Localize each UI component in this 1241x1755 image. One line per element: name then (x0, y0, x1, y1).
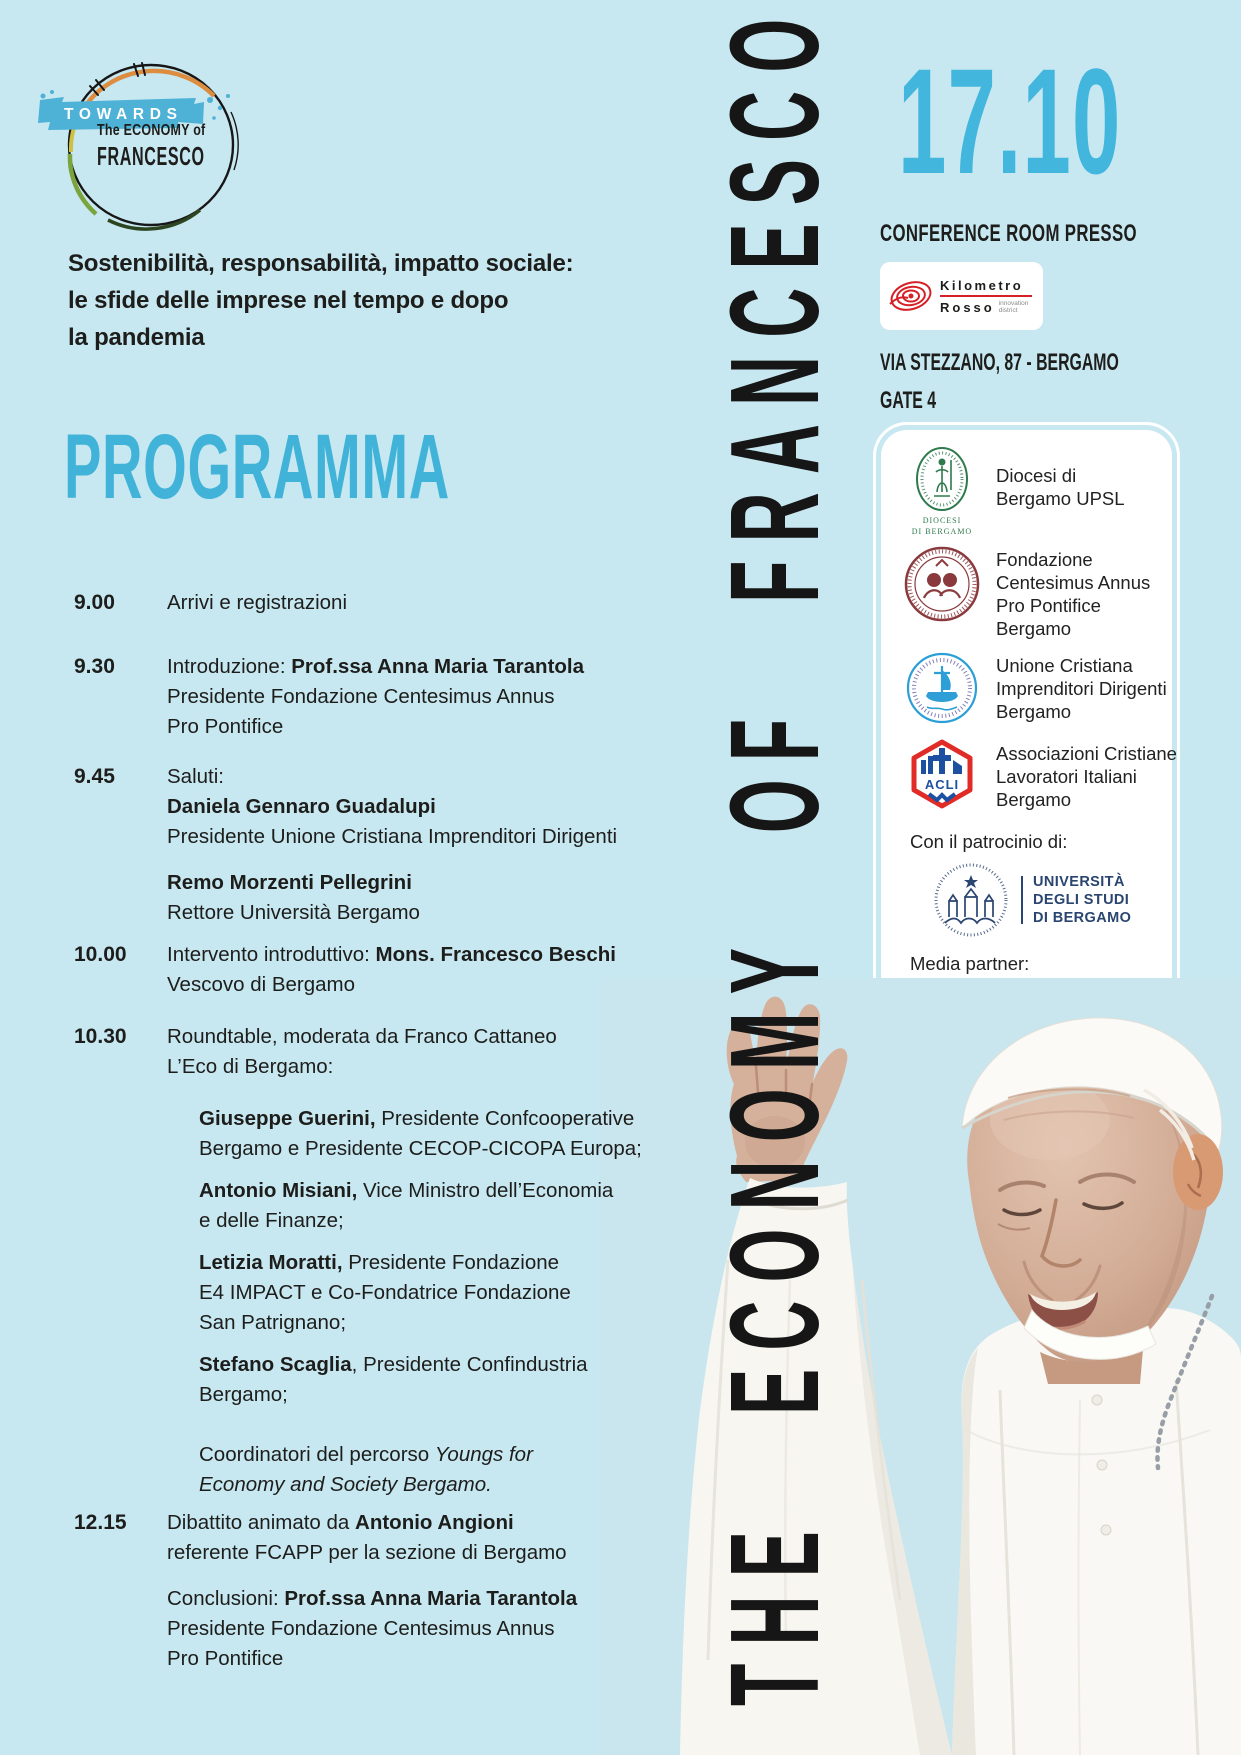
schedule-row (74, 1508, 674, 1674)
unione-cristiana-seal-logo (904, 650, 980, 726)
partner-ucid (901, 650, 1167, 726)
schedule-rows (74, 588, 674, 1674)
centesimus-annus-seal-logo (902, 544, 982, 624)
partner-name: Fondazione Centesimus Annus Pro Pontifice Bergamo (996, 549, 1151, 639)
brand-line2: FRANCESCO (97, 141, 205, 171)
address-line2: GATE 4 (880, 387, 937, 414)
kilometro-rosso-badge (880, 262, 1043, 330)
kilometro-rosso-rose-icon (888, 273, 934, 319)
brand-line1: The ECONOMY of (97, 122, 206, 139)
schedule (74, 588, 674, 1674)
partner-name: Diocesi di Bergamo UPSL (996, 465, 1125, 509)
university-divider (1021, 876, 1023, 924)
vertical-banner-text: THE ECONOMY OF FRANCESCO (704, 0, 845, 1706)
partner-name: Unione Cristiana Imprenditori Dirigenti Bergamo (996, 655, 1167, 722)
towards-label: TOWARDS (64, 106, 180, 123)
patronage-label: Con il patrocinio di: (910, 831, 1068, 852)
university-seal-icon (929, 861, 1013, 939)
schedule-time: 9.00 (74, 591, 115, 614)
diocesi-caption2: DI BERGAMO (911, 527, 973, 536)
diocesi-di-bergamo-logo (910, 446, 974, 540)
acli-logo (909, 738, 975, 810)
pope-francis-illustration (600, 960, 1241, 1755)
university-name: UNIVERSITÀ DEGLI STUDI DI BERGAMO (1033, 874, 1132, 926)
economy-of-francesco-logo (38, 50, 268, 245)
ear (1173, 1134, 1223, 1210)
schedule-time: 9.45 (74, 765, 115, 788)
schedule-description: Intervento introduttivo: Mons. Francesco Beschi Vescovo di Bergamo (167, 943, 616, 996)
venue-address (880, 344, 1241, 420)
schedule-row (74, 588, 674, 618)
rosso-word: Rosso (940, 299, 995, 315)
event-subtitle: Sostenibilità, responsabilità, impatto sociale: le sfide delle imprese nel tempo e dopo la pandemia (68, 250, 574, 351)
schedule-description: Roundtable, moderata da Franco Cattaneo L’Eco di Bergamo: Giuseppe Guerini, Presidente Confcooperative Bergamo e Presidente CECOP-CICOPA Europa; Antonio Misiani, Vice Ministro dell’Economia e delle Finanze; Letizia Moratti, Presidente Fondazione E4 IMPACT e Co-Fondatrice Fondazione San Patrignano; Stefano Scaglia, Presidente Confindustria Bergamo; Coordinatori del percorso Youngs for Economy and Society Bergamo. (167, 1025, 642, 1496)
university-of-bergamo-logo (929, 861, 1154, 939)
schedule-row (74, 652, 674, 742)
address-line1: VIA STEZZANO, 87 - BERGAMO (880, 349, 1119, 376)
partners-panel (881, 430, 1177, 1007)
schedule-description: Dibattito animato da Antonio Angioni referente FCAPP per la sezione di Bergamo Conclusioni: Prof.ssa Anna Maria Tarantola Presidente Fondazione Centesimus Annus Pro Pontifice (167, 1511, 578, 1670)
kilometro-word: Kilometro (940, 277, 1024, 293)
acli-acronym: ACLI (924, 777, 960, 792)
event-date: 17.10 (898, 37, 1122, 205)
venue-label: CONFERENCE ROOM PRESSO (880, 220, 1137, 247)
page-title: PROGRAMMA (64, 416, 450, 518)
schedule-time: 10.00 (74, 943, 127, 966)
schedule-time: 9.30 (74, 655, 115, 678)
schedule-row (74, 940, 674, 1000)
schedule-row (74, 1022, 674, 1500)
diocesi-caption1: DIOCESI (922, 516, 962, 525)
schedule-description: Saluti: Daniela Gennaro Guadalupi Presidente Unione Cristiana Imprenditori Dirigenti Remo Morzenti Pellegrini Rettore Università Bergamo (167, 765, 618, 924)
kilometro-tagline: innovation district (998, 299, 1029, 314)
partner-name: Associazioni Cristiane Lavoratori Italiani Bergamo (996, 743, 1177, 810)
partner-diocesi-di-bergamo (901, 446, 1154, 540)
schedule-description: Arrivi e registrazioni (167, 591, 347, 614)
media-partner-label: Media partner: (910, 953, 1030, 974)
schedule-row (74, 762, 674, 928)
partner-acli (901, 738, 1177, 811)
pope-francis-photo (600, 960, 1241, 1755)
schedule-time: 12.15 (74, 1511, 127, 1534)
partner-centesimus-annus (901, 544, 1154, 640)
kilometro-rule (940, 295, 1032, 297)
schedule-description: Introduzione: Prof.ssa Anna Maria Tarantola Presidente Fondazione Centesimus Annus Pro Pontifice (167, 655, 585, 738)
schedule-time: 10.30 (74, 1025, 127, 1048)
